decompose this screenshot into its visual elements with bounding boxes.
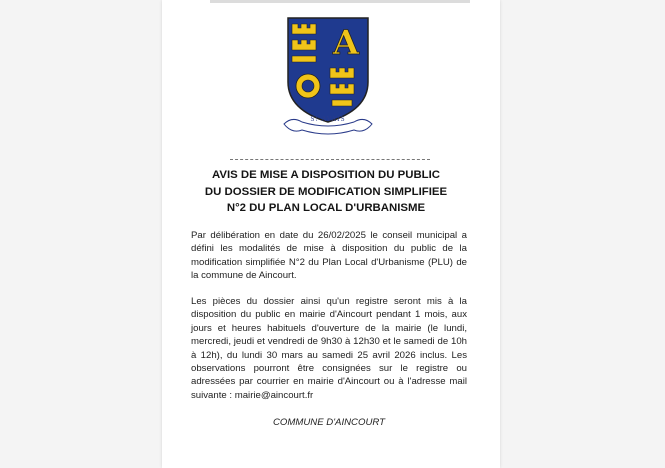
page-top-edge xyxy=(210,0,470,3)
deliberation-paragraph: Par délibération en date du 26/02/2025 le conseil municipal a défini les modalités de mise à disposition du public de la modification simplifiée N°2 du Plan Local d'Urbanisme (PLU) de la commune de Aincourt. xyxy=(191,230,467,282)
title-line: N°2 DU PLAN LOCAL D'URBANISME xyxy=(226,202,426,214)
crest-motto: S! AVAIS xyxy=(310,116,346,123)
consultation-paragraph: Les pièces du dossier ainsi qu'un registre seront mis à la disposition du public en mairie d'Aincourt pendant 1 mois, aux jours et heures habituels d'ouverture de la mairie (le lundi, mercredi, jeudi et vendredi de 9h30 à 12h30 et le samedi de 10h à 12h), du lundi 30 mars au samedi 25 avril 2026 inclus. Les observations pourront être consignées sur le registre ou adressées par courrier en mairie d'Aincourt ou à l'adresse mail suivante : mairie@aincourt.fr xyxy=(191,296,467,401)
title-line: AVIS DE MISE A DISPOSITION DU PUBLIC xyxy=(211,169,441,181)
notice-title xyxy=(176,167,476,217)
crest-letter: A xyxy=(332,23,360,63)
title-line: DU DOSSIER DE MODIFICATION SIMPLIFIEE xyxy=(204,185,448,198)
title-divider xyxy=(230,159,430,160)
signature: COMMUNE D'AINCOURT xyxy=(273,417,385,428)
